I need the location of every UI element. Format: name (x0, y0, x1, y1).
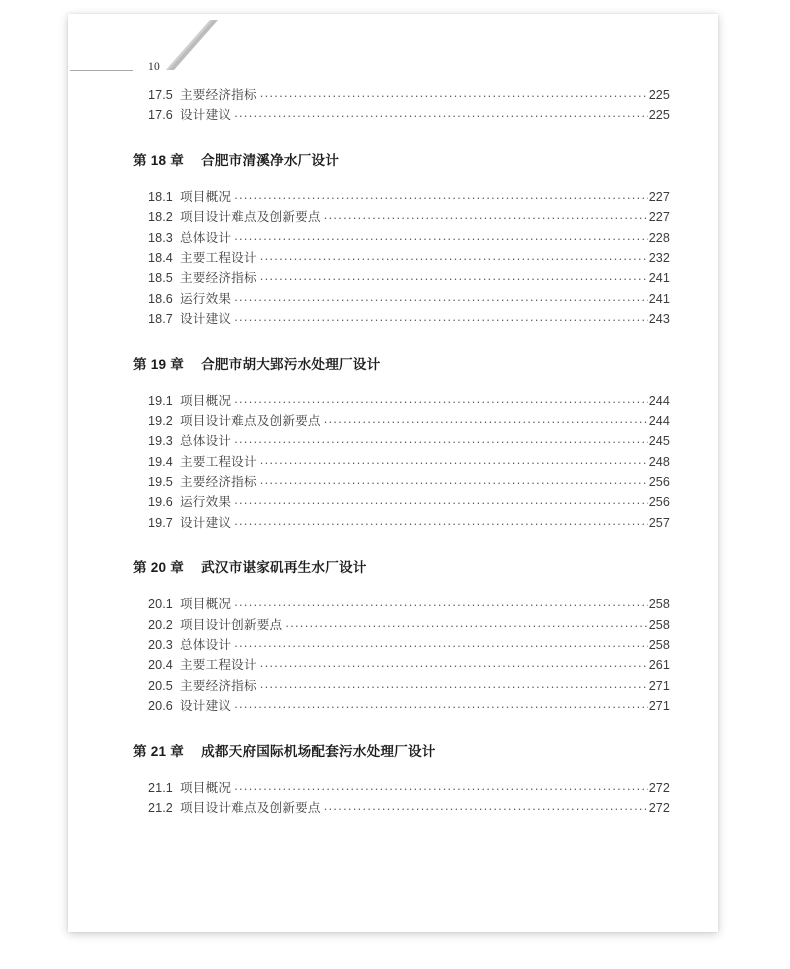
section-title: 项目概况 (180, 597, 232, 612)
chapter-title: 合肥市清溪净水厂设计 (201, 152, 339, 168)
section-title: 项目设计创新要点 (180, 617, 283, 632)
dot-leader (260, 679, 648, 690)
dot-leader (234, 394, 648, 405)
dot-leader (234, 108, 648, 119)
toc-entry[interactable] (68, 654, 718, 674)
section-title: 总体设计 (180, 230, 232, 245)
toc-group (68, 84, 718, 125)
section-title: 主要经济指标 (180, 475, 257, 490)
section-number: 18.1 (148, 189, 173, 204)
toc-group (68, 556, 718, 715)
section-title: 设计建议 (180, 699, 232, 714)
section-number: 18.7 (148, 312, 173, 327)
dot-leader (260, 271, 648, 282)
spacer (68, 760, 718, 777)
dot-leader (260, 88, 648, 99)
entry-page-number: 227 (648, 210, 670, 225)
section-title: 项目设计难点及创新要点 (180, 210, 321, 225)
toc-entry[interactable] (68, 614, 718, 634)
dot-leader (234, 597, 648, 608)
dot-leader (234, 699, 648, 710)
page-folio-number: 10 (147, 61, 161, 73)
section-title: 项目概况 (180, 393, 232, 408)
section-number: 20.5 (148, 678, 173, 693)
section-title: 主要经济指标 (180, 678, 257, 693)
section-number: 19.6 (148, 495, 173, 510)
chapter-heading[interactable] (68, 556, 718, 576)
toc-entry[interactable] (68, 797, 718, 817)
section-number: 20.2 (148, 617, 173, 632)
toc-entry[interactable] (68, 695, 718, 715)
chapter-number: 第 20 章 (133, 560, 185, 576)
toc-entry[interactable] (68, 675, 718, 695)
toc-entry[interactable] (68, 247, 718, 267)
dot-leader (260, 455, 648, 466)
spacer (68, 125, 718, 149)
section-number: 21.2 (148, 800, 173, 815)
spacer (68, 532, 718, 556)
section-number: 18.6 (148, 291, 173, 306)
entry-page-number: 271 (648, 699, 670, 714)
entry-page-number: 244 (648, 393, 670, 408)
entry-page-number: 248 (648, 454, 670, 469)
section-number: 18.4 (148, 250, 173, 265)
section-number: 19.3 (148, 434, 173, 449)
diagonal-wedge-ornament (164, 16, 220, 72)
entry-page-number: 257 (648, 515, 670, 530)
section-number: 20.1 (148, 597, 173, 612)
dot-leader (324, 210, 648, 221)
chapter-title: 成都天府国际机场配套污水处理厂设计 (201, 743, 436, 759)
dot-leader (234, 434, 648, 445)
section-title: 主要经济指标 (180, 271, 257, 286)
section-number: 19.2 (148, 413, 173, 428)
section-number: 20.3 (148, 638, 173, 653)
dot-leader (234, 190, 648, 201)
section-title: 主要工程设计 (180, 454, 257, 469)
section-number: 19.7 (148, 515, 173, 530)
section-number: 20.4 (148, 658, 173, 673)
entry-page-number: 241 (648, 271, 670, 286)
spacer (68, 716, 718, 740)
dot-leader (260, 251, 648, 262)
book-page-sheet (68, 14, 718, 932)
toc-group (68, 149, 718, 329)
toc-entry[interactable] (68, 471, 718, 491)
section-number: 17.5 (148, 88, 173, 102)
dot-leader (260, 658, 648, 669)
toc-group (68, 353, 718, 533)
dot-leader (234, 516, 648, 527)
toc-entry[interactable] (68, 634, 718, 654)
spacer (68, 329, 718, 353)
section-title: 设计建议 (180, 312, 232, 327)
entry-page-number: 272 (648, 800, 670, 815)
toc-entry[interactable] (68, 267, 718, 287)
section-title: 项目概况 (180, 780, 232, 795)
entry-page-number: 241 (648, 291, 670, 306)
running-header (68, 14, 718, 84)
section-number: 18.2 (148, 210, 173, 225)
chapter-heading[interactable] (68, 353, 718, 373)
toc-entry[interactable] (68, 288, 718, 308)
chapter-heading[interactable] (68, 149, 718, 169)
toc-entry[interactable] (68, 410, 718, 430)
entry-page-number: 225 (648, 88, 670, 102)
entry-page-number: 258 (648, 597, 670, 612)
section-title: 运行效果 (180, 495, 232, 510)
section-number: 19.4 (148, 454, 173, 469)
toc-entry[interactable] (68, 512, 718, 532)
dot-leader (324, 801, 648, 812)
dot-leader (234, 231, 648, 242)
section-number: 21.1 (148, 780, 173, 795)
toc-entry[interactable] (68, 104, 718, 124)
entry-page-number: 227 (648, 189, 670, 204)
entry-page-number: 261 (648, 658, 670, 673)
entry-page-number: 272 (648, 780, 670, 795)
entry-page-number: 256 (648, 495, 670, 510)
section-number: 19.1 (148, 393, 173, 408)
toc-entry[interactable] (68, 491, 718, 511)
section-title: 总体设计 (180, 638, 232, 653)
dot-leader (234, 638, 648, 649)
entry-page-number: 258 (648, 638, 670, 653)
toc-entry[interactable] (68, 777, 718, 797)
chapter-number: 第 21 章 (133, 743, 185, 759)
toc-entry[interactable] (68, 593, 718, 613)
entry-page-number: 243 (648, 312, 670, 327)
chapter-number: 第 18 章 (133, 152, 185, 168)
entry-page-number: 271 (648, 678, 670, 693)
section-title: 主要经济指标 (180, 88, 257, 102)
entry-page-number: 232 (648, 250, 670, 265)
header-rule-left (70, 70, 133, 71)
section-title: 运行效果 (180, 291, 232, 306)
dot-leader (260, 475, 648, 486)
toc-entry[interactable] (68, 451, 718, 471)
toc-entry[interactable] (68, 227, 718, 247)
section-number: 17.6 (148, 108, 173, 123)
section-title: 总体设计 (180, 434, 232, 449)
entry-page-number: 228 (648, 230, 670, 245)
toc-entry[interactable] (68, 84, 718, 104)
entry-page-number: 256 (648, 475, 670, 490)
section-title: 主要工程设计 (180, 250, 257, 265)
section-title: 项目设计难点及创新要点 (180, 800, 321, 815)
chapter-title: 合肥市胡大郢污水处理厂设计 (201, 356, 381, 372)
section-number: 18.3 (148, 230, 173, 245)
toc-entry[interactable] (68, 430, 718, 450)
toc-entry[interactable] (68, 308, 718, 328)
section-title: 项目概况 (180, 189, 232, 204)
toc-entry[interactable] (68, 186, 718, 206)
toc-content-column (68, 84, 718, 817)
spacer (68, 576, 718, 593)
spacer (68, 373, 718, 390)
chapter-title: 武汉市谌家矶再生水厂设计 (201, 560, 367, 576)
section-number: 20.6 (148, 699, 173, 714)
spacer (68, 169, 718, 186)
dot-leader (285, 618, 647, 629)
toc-group (68, 740, 718, 818)
dot-leader (324, 414, 648, 425)
entry-page-number: 225 (648, 108, 670, 123)
toc-entry[interactable] (68, 390, 718, 410)
entry-page-number: 245 (648, 434, 670, 449)
chapter-heading[interactable] (68, 740, 718, 760)
toc-entry[interactable] (68, 206, 718, 226)
section-number: 19.5 (148, 475, 173, 490)
section-title: 主要工程设计 (180, 658, 257, 673)
section-number: 18.5 (148, 271, 173, 286)
chapter-number: 第 19 章 (133, 356, 185, 372)
section-title: 设计建议 (180, 108, 232, 123)
entry-page-number: 244 (648, 413, 670, 428)
section-title: 设计建议 (180, 515, 232, 530)
entry-page-number: 258 (648, 617, 670, 632)
section-title: 项目设计难点及创新要点 (180, 413, 321, 428)
dot-leader (234, 495, 648, 506)
dot-leader (234, 312, 648, 323)
dot-leader (234, 781, 648, 792)
dot-leader (234, 292, 648, 303)
